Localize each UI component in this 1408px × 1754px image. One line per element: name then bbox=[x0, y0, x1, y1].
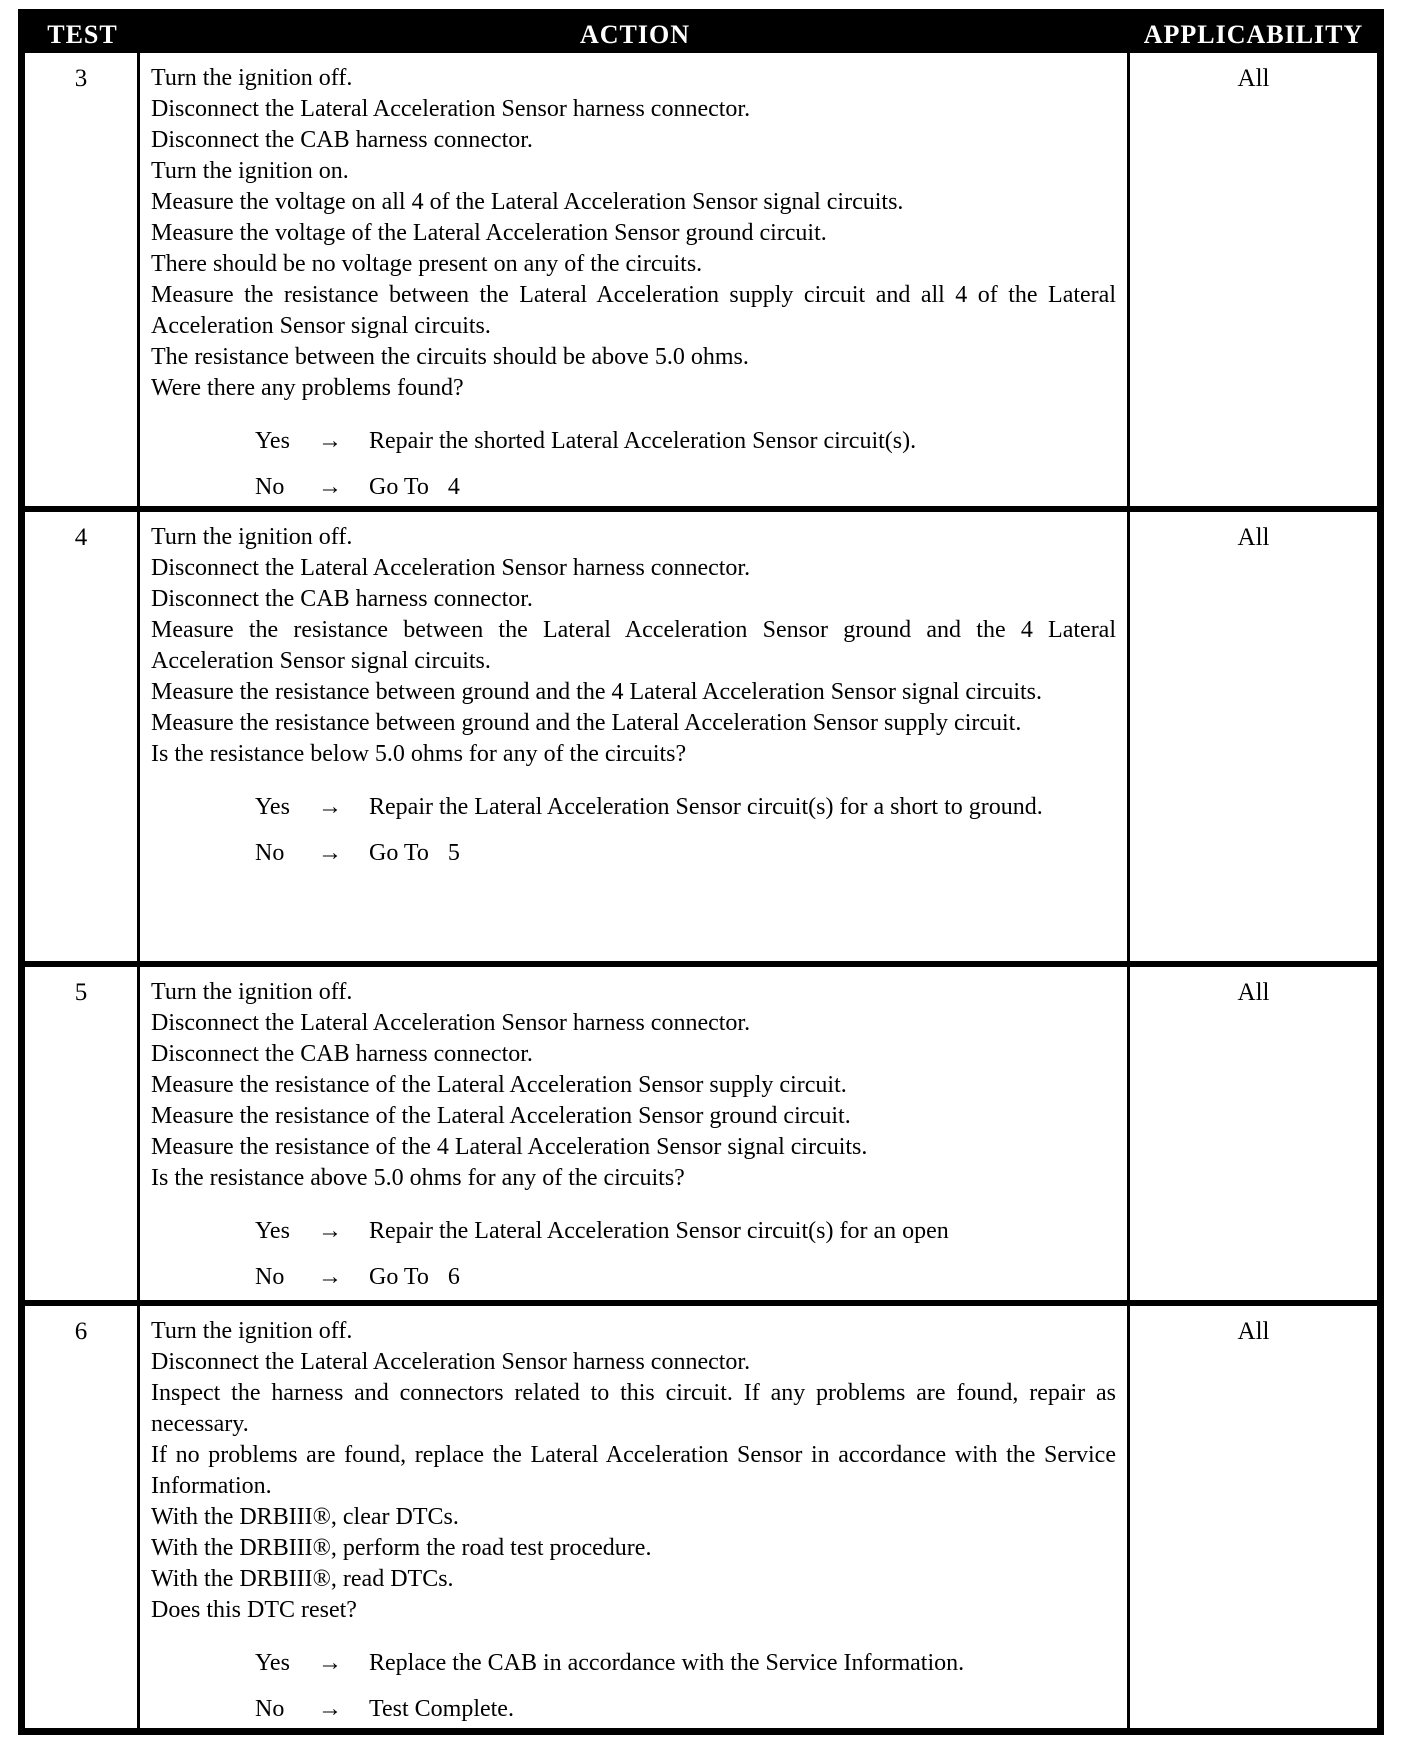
action-steps bbox=[151, 63, 1116, 404]
arrow-icon: → bbox=[318, 1696, 342, 1722]
action-step: Turn the ignition off. bbox=[151, 65, 353, 91]
action-step: Turn the ignition off. bbox=[151, 1318, 353, 1344]
action-step: The resistance between the circuits should be above 5.0 ohms. bbox=[151, 344, 749, 370]
test-number: 5 bbox=[25, 967, 140, 1300]
action-step: Measure the resistance between the Lateral Acceleration supply circuit and all 4 of the Lateral Acceleration Sensor signal circuits. bbox=[151, 282, 1116, 339]
action-step: Turn the ignition on. bbox=[151, 158, 349, 184]
column-header-test: TEST bbox=[47, 19, 118, 49]
arrow-icon: → bbox=[318, 1218, 342, 1244]
action-step: Measure the resistance between ground and the Lateral Acceleration Sensor supply circuit. bbox=[151, 710, 1022, 736]
arrow-icon: → bbox=[318, 1264, 342, 1290]
decision-result: Go To 5 bbox=[369, 838, 1116, 869]
action-step: Measure the voltage on all 4 of the Lateral Acceleration Sensor signal circuits. bbox=[151, 189, 904, 215]
applicability-value: All bbox=[1237, 524, 1270, 551]
decision-result: Go To 4 bbox=[369, 472, 1116, 503]
action-step: Measure the resistance of the Lateral Acceleration Sensor ground circuit. bbox=[151, 1103, 851, 1129]
decision-row bbox=[255, 1216, 1116, 1247]
decision-list bbox=[151, 1648, 1116, 1725]
decision-answer: Yes bbox=[255, 428, 290, 454]
arrow-icon: → bbox=[318, 1650, 342, 1676]
action-step: Disconnect the CAB harness connector. bbox=[151, 586, 533, 612]
decision-answer: No bbox=[255, 840, 285, 866]
action-cell bbox=[140, 1306, 1130, 1728]
action-step: Disconnect the CAB harness connector. bbox=[151, 1041, 533, 1067]
action-step: Disconnect the Lateral Acceleration Sensor harness connector. bbox=[151, 96, 751, 122]
test-number: 4 bbox=[25, 512, 140, 961]
diagnostic-test-table bbox=[18, 9, 1384, 1735]
decision-row bbox=[255, 426, 1116, 457]
action-steps bbox=[151, 977, 1116, 1194]
applicability-value: All bbox=[1237, 65, 1270, 92]
action-step: Disconnect the Lateral Acceleration Sensor harness connector. bbox=[151, 555, 751, 581]
action-step: With the DRBIII®, read DTCs. bbox=[151, 1566, 454, 1592]
action-step: Measure the resistance of the 4 Lateral Acceleration Sensor signal circuits. bbox=[151, 1134, 868, 1160]
decision-answer: No bbox=[255, 474, 285, 500]
action-cell bbox=[140, 967, 1130, 1300]
arrow-icon: → bbox=[318, 428, 342, 454]
decision-result: Repair the shorted Lateral Acceleration Sensor circuit(s). bbox=[369, 428, 917, 454]
action-cell bbox=[140, 512, 1130, 961]
action-step: Disconnect the Lateral Acceleration Sensor harness connector. bbox=[151, 1010, 751, 1036]
table-row-test-6 bbox=[25, 1300, 1377, 1728]
table-row-test-3 bbox=[25, 53, 1377, 506]
decision-row bbox=[255, 472, 1116, 503]
decision-list bbox=[151, 1216, 1116, 1293]
arrow-icon: → bbox=[318, 794, 342, 820]
goto-target: 4 bbox=[447, 474, 460, 500]
decision-result: Repair the Lateral Acceleration Sensor circuit(s) for a short to ground. bbox=[369, 794, 1043, 820]
action-step: Were there any problems found? bbox=[151, 375, 464, 401]
arrow-icon: → bbox=[318, 840, 342, 866]
decision-row bbox=[255, 792, 1116, 823]
action-step: Turn the ignition off. bbox=[151, 524, 353, 550]
action-step: Is the resistance below 5.0 ohms for any of the circuits? bbox=[151, 741, 687, 767]
action-step: With the DRBIII®, perform the road test procedure. bbox=[151, 1535, 652, 1561]
action-steps bbox=[151, 522, 1116, 770]
action-step: Disconnect the Lateral Acceleration Sensor harness connector. bbox=[151, 1349, 751, 1375]
decision-row bbox=[255, 838, 1116, 869]
decision-result: Go To 6 bbox=[369, 1262, 1116, 1293]
action-step: With the DRBIII®, clear DTCs. bbox=[151, 1504, 459, 1530]
decision-row bbox=[255, 1694, 1116, 1725]
decision-list bbox=[151, 792, 1116, 869]
action-step: Inspect the harness and connectors related to this circuit. If any problems are found, repair as necessary. bbox=[151, 1380, 1116, 1437]
test-number: 3 bbox=[25, 53, 140, 506]
goto-target: 5 bbox=[447, 840, 460, 866]
action-steps bbox=[151, 1316, 1116, 1626]
table-header-row bbox=[25, 16, 1377, 53]
decision-row bbox=[255, 1648, 1116, 1679]
action-step: If no problems are found, replace the Lateral Acceleration Sensor in accordance with the Service Information. bbox=[151, 1442, 1116, 1499]
applicability-value: All bbox=[1237, 979, 1270, 1006]
action-step: Measure the voltage of the Lateral Acceleration Sensor ground circuit. bbox=[151, 220, 827, 246]
applicability-value: All bbox=[1237, 1318, 1270, 1345]
decision-answer: Yes bbox=[255, 1650, 290, 1676]
arrow-icon: → bbox=[318, 474, 342, 500]
action-step: Measure the resistance of the Lateral Acceleration Sensor supply circuit. bbox=[151, 1072, 847, 1098]
column-header-applicability: APPLICABILITY bbox=[1143, 19, 1364, 49]
decision-list bbox=[151, 426, 1116, 503]
action-step: Measure the resistance between the Lateral Acceleration Sensor ground and the 4 Lateral Acceleration Sensor signal circuits. bbox=[151, 617, 1116, 674]
column-header-action: ACTION bbox=[579, 19, 690, 49]
decision-answer: No bbox=[255, 1696, 285, 1722]
decision-answer: Yes bbox=[255, 794, 290, 820]
action-step: Measure the resistance between ground and the 4 Lateral Acceleration Sensor signal circuits. bbox=[151, 679, 1042, 705]
decision-answer: No bbox=[255, 1264, 285, 1290]
action-cell bbox=[140, 53, 1130, 506]
action-step: There should be no voltage present on any of the circuits. bbox=[151, 251, 703, 277]
decision-answer: Yes bbox=[255, 1218, 290, 1244]
decision-result: Replace the CAB in accordance with the Service Information. bbox=[369, 1650, 965, 1676]
table-row-test-5 bbox=[25, 961, 1377, 1300]
decision-result: Repair the Lateral Acceleration Sensor circuit(s) for an open bbox=[369, 1218, 949, 1244]
goto-target: 6 bbox=[447, 1264, 460, 1290]
table-row-test-4 bbox=[25, 506, 1377, 961]
action-step: Disconnect the CAB harness connector. bbox=[151, 127, 533, 153]
action-step: Is the resistance above 5.0 ohms for any of the circuits? bbox=[151, 1165, 685, 1191]
decision-result: Test Complete. bbox=[369, 1696, 514, 1722]
action-step: Turn the ignition off. bbox=[151, 979, 353, 1005]
decision-row bbox=[255, 1262, 1116, 1293]
test-number: 6 bbox=[25, 1306, 140, 1728]
action-step: Does this DTC reset? bbox=[151, 1597, 357, 1623]
